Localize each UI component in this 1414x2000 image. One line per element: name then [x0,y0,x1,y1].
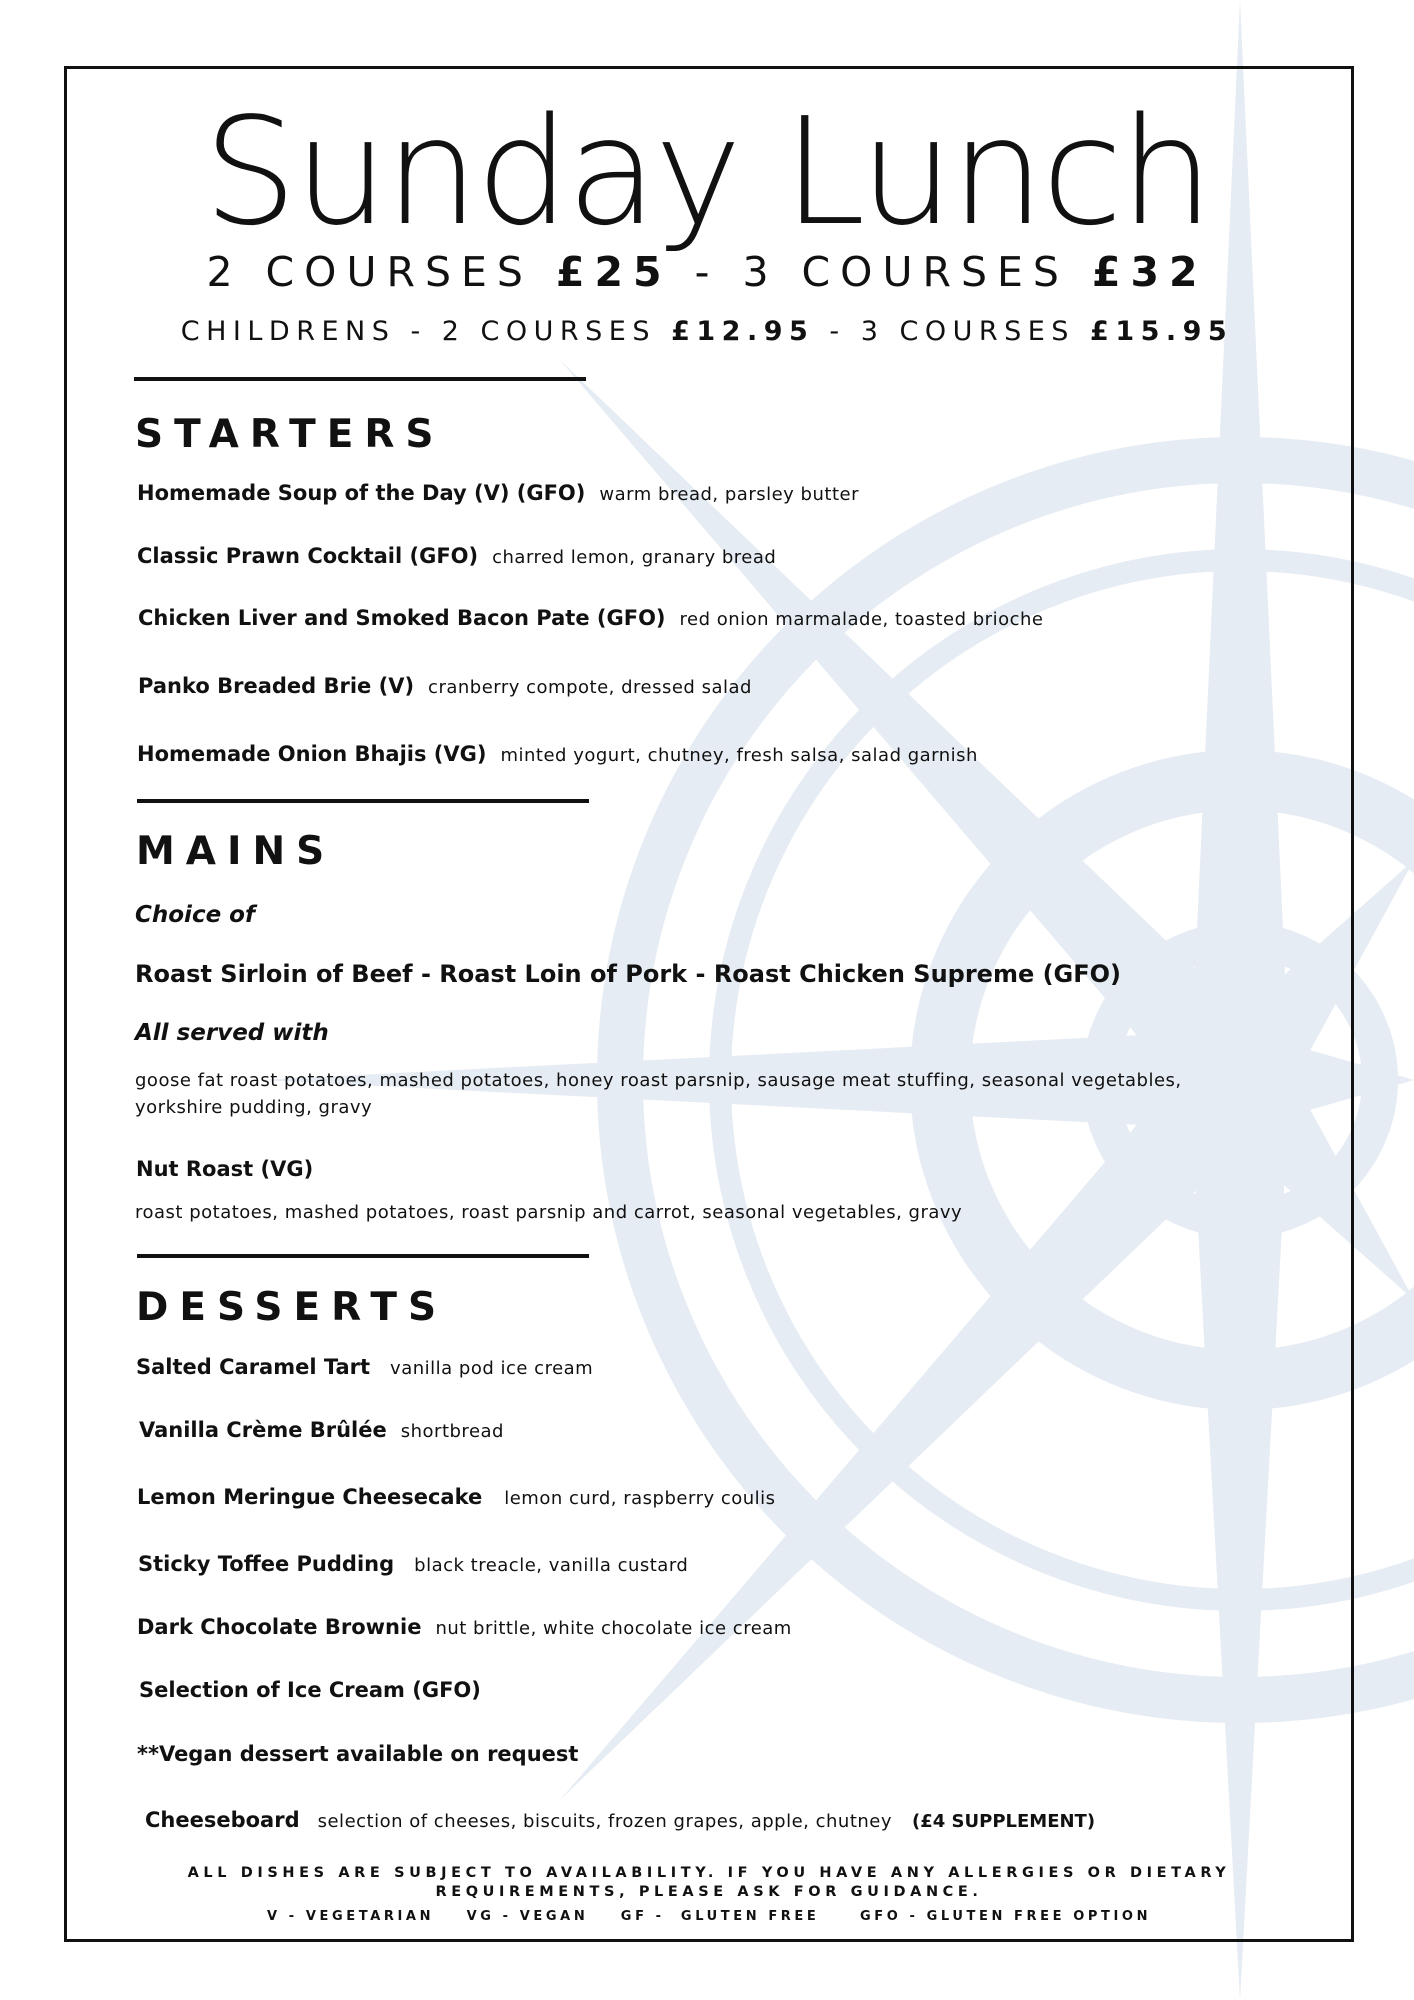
menu-item [139,1420,504,1441]
item-name: Nut Roast (VG) [136,1157,314,1181]
childrens-three-price: £15.95 [1090,316,1234,347]
item-desc: lemon curd, raspberry coulis [504,1488,776,1509]
desserts-heading: DESSERTS [136,1285,448,1330]
nut-roast-desc: roast potatoes, mashed potatoes, roast parsnip and carrot, seasonal vegetables, gravy [135,1202,963,1223]
item-desc: red onion marmalade, toasted brioche [679,609,1044,630]
item-desc: cranberry compote, dressed salad [428,677,752,698]
menu-item [137,1487,776,1508]
choice-label: Choice of [135,902,255,928]
dietary-key: V - VEGETARIAN VG - VEGAN GF - GLUTEN FREE GFO - GLUTEN FREE OPTION [266,1909,1152,1924]
item-name: Vanilla Crème Brûlée [139,1418,387,1442]
menu-title: Sunday Lunch [203,86,1211,258]
item-desc: minted yogurt, chutney, fresh salsa, salad garnish [500,745,978,766]
item-name: Cheeseboard [145,1808,300,1832]
item-desc: nut brittle, white chocolate ice cream [435,1618,792,1639]
childrens-prices [0,318,1414,345]
menu-item [137,546,776,567]
divider [137,799,589,803]
item-desc: black treacle, vanilla custard [414,1555,689,1576]
menu-item [138,1554,688,1575]
item-name: Salted Caramel Tart [136,1355,371,1379]
item-name: Homemade Soup of the Day (V) (GFO) [137,481,586,505]
item-name: Panko Breaded Brie (V) [138,674,415,698]
mains-options: Roast Sirloin of Beef - Roast Loin of Pork - Roast Chicken Supreme (GFO) [135,960,1122,988]
allergy-notice-line2: REQUIREMENTS, PLEASE ASK FOR GUIDANCE. [435,1884,983,1900]
menu-item [138,608,1043,629]
menu-item [137,744,978,765]
item-desc: selection of cheeses, biscuits, frozen grapes, apple, chutney [317,1811,893,1832]
childrens-prefix: CHILDRENS - 2 COURSES [180,316,656,347]
price-separator: - [671,248,743,296]
childrens-two-price: £12.95 [671,316,815,347]
item-name: Chicken Liver and Smoked Bacon Pate (GFO) [138,606,666,630]
vegan-note [137,1744,578,1765]
starters-heading: STARTERS [135,412,445,457]
childrens-separator: - 3 COURSES [814,316,1075,347]
item-desc: warm bread, parsley butter [599,484,859,505]
item-name: Selection of Ice Cream (GFO) [139,1678,481,1702]
two-course-price: £25 [555,248,672,296]
menu-item [136,1357,593,1378]
ice-cream-item [139,1680,481,1701]
course-prices [0,248,1414,296]
divider [137,1254,589,1258]
divider [134,377,586,381]
served-desc: goose fat roast potatoes, mashed potatoes, honey roast parsnip, sausage meat stuffing, seasonal vegetables, yorkshire pudding, gravy [135,1070,1182,1118]
three-course-price: £32 [1091,248,1208,296]
menu-item [138,676,752,697]
item-name: Classic Prawn Cocktail (GFO) [137,544,479,568]
served-label: All served with [135,1020,329,1046]
item-name: **Vegan dessert available on request [137,1742,579,1766]
mains-heading: MAINS [136,829,336,874]
item-desc: shortbread [400,1421,504,1442]
item-name: Sticky Toffee Pudding [138,1552,395,1576]
item-desc: charred lemon, granary bread [492,547,777,568]
menu-item [137,1617,792,1638]
item-name: Dark Chocolate Brownie [137,1615,422,1639]
three-course-label: 3 COURSES [742,248,1069,296]
allergy-notice-line1: ALL DISHES ARE SUBJECT TO AVAILABILITY. IF YOU HAVE ANY ALLERGIES OR DIETARY [187,1865,1231,1881]
cheeseboard-item [145,1810,1095,1831]
nut-roast [136,1159,313,1180]
item-desc: vanilla pod ice cream [390,1358,594,1379]
menu-item [137,483,859,504]
item-name: Lemon Meringue Cheesecake [137,1485,483,1509]
supplement-note: (£4 SUPPLEMENT) [912,1811,1096,1832]
menu-border [64,66,1354,1942]
two-course-label: 2 COURSES [206,248,533,296]
item-name: Homemade Onion Bhajis (VG) [137,742,487,766]
